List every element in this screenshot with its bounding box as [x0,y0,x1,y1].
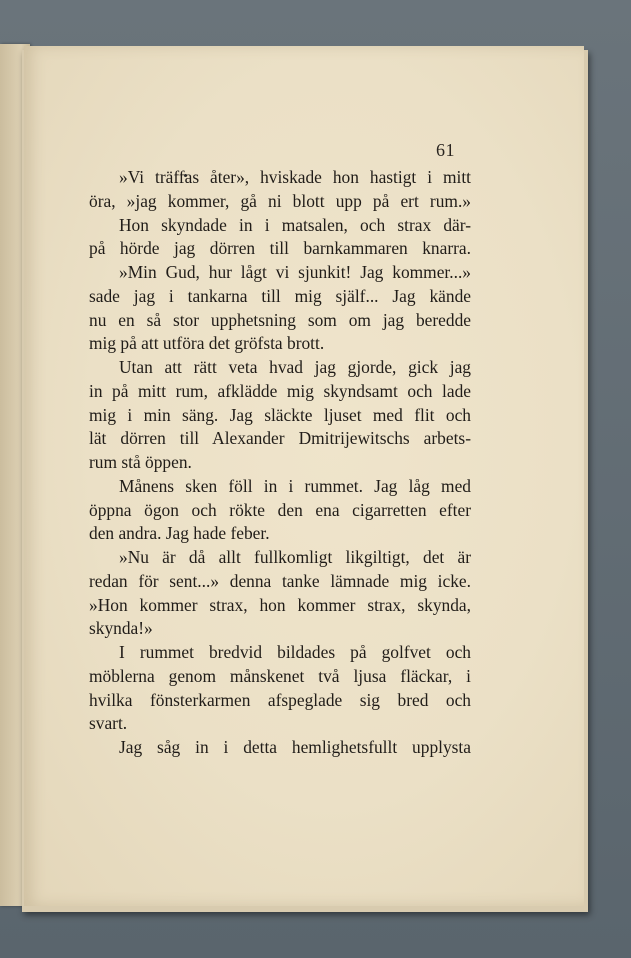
text-line: »Vi träffas åter», hviskade hon hastigt i mitt [119,167,471,187]
text-line: den andra. Jag hade feber. [89,523,270,544]
text-line: möblerna genom månskenet två ljusa fläckar, i [89,665,471,686]
text-line: redan för sent...» denna tanke lämnade mig icke. [89,570,471,591]
body-text [89,166,471,760]
text-line: Hon skyndade in i matsalen, och strax där- [119,214,471,235]
text-line: Månens sken föll in i rummet. Jag låg med [119,475,471,496]
text-line: mig i min säng. Jag släckte ljuset med flit och [89,404,471,425]
text-line: »Hon kommer strax, hon kommer strax, skynda, [89,594,471,615]
text-line: hvilka fönsterkarmen afspeglade sig bred och [89,689,471,710]
page-number: 61 [436,140,455,160]
text-line: Jag såg in i detta hemlighetsfullt upplysta [119,737,471,757]
text-line: rum stå öppen. [89,452,192,472]
text-line: sade jag i tankarna till mig själf... Jag kände [89,285,471,306]
text-line: svart. [89,713,128,734]
text-line: in på mitt rum, afklädde mig skyndsamt och lade [89,380,471,401]
text-line: öra, »jag kommer, gå ni blott upp på ert rum.» [89,190,471,211]
text-line: nu en så stor upphetsning som om jag beredde [89,309,471,330]
text-line: »Nu är då allt fullkomligt likgiltigt, det är [119,547,471,567]
text-line: lät dörren till Alexander Dmitrijewitschs arbets- [89,428,471,449]
text-line: öppna ögon och rökte den ena cigarretten efter [89,499,471,520]
text-line: Utan att rätt veta hvad jag gjorde, gick jag [119,357,471,377]
text-line: mig på att utföra det gröfsta brott. [89,333,325,354]
text-line: på hörde jag dörren till barnkammaren knarra. [89,238,471,259]
text-line: »Min Gud, hur lågt vi sjunkit! Jag kommer...» [119,262,471,282]
text-line: I rummet bredvid bildades på golfvet och [119,642,471,662]
text-line: skynda!» [89,618,153,639]
